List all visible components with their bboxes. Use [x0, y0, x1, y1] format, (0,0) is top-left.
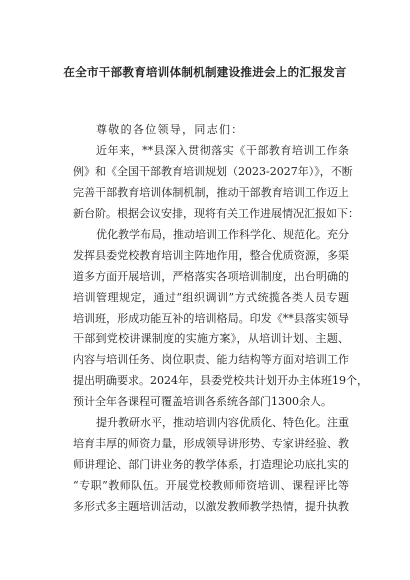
paragraph-line: 完善干部教育培训体制机制，推动干部教育培训工作迈上: [73, 185, 349, 199]
paragraph-teaching-layout: [73, 225, 368, 413]
paragraph-line: 多形式多主题培训活动，以激发教师教学热情，提升执教: [73, 499, 349, 513]
paragraph-teaching-research: [73, 413, 349, 517]
paragraph-line: 培育丰厚的师资力量，形成领导讲形势、专家讲经验、教: [73, 436, 349, 450]
paragraph-intro: [73, 141, 359, 225]
paragraph-line: 近年来，**县深入贯彻落实《干部教育培训工作条: [96, 144, 349, 157]
paragraph-line: 培训管理规定，通过“组织调训”方式统揽各类人员专题: [73, 290, 349, 304]
paragraph-line: 干部到党校讲课制度的实施方案》，从培训计划、主题、: [73, 332, 349, 346]
paragraph-line: 例》和《全国干部教育培训规划（2023-2027年）》，不断: [73, 164, 353, 178]
paragraph-line: 预计全年各课程可覆盖培训各系统各部门1300余人。: [73, 395, 332, 409]
paragraph-line: 培训班，形成功能互补的培训格局。印发《**县落实领导: [73, 311, 349, 325]
document-title: 在全市干部教育培训体制机制建设推进会上的汇报发言: [63, 65, 347, 79]
paragraph-line: “专职”教师队伍。开展党校教师师资培训、课程评比等: [73, 478, 349, 492]
paragraph-line: 优化教学布局，推动培训工作科学化、规范化。充分: [96, 228, 349, 241]
paragraph-line: 道多方面开展培训，严格落实各项培训制度，出台明确的: [73, 269, 349, 283]
paragraph-line: 提出明确要求。2024年，县委党校共计划开办主体班19个，: [73, 374, 368, 388]
paragraph-line: 师讲理论、部门讲业务的教学体系，打造理论功底扎实的: [73, 457, 349, 471]
paragraph-line: 内容与培训任务、岗位职责、能力结构等方面对培训工作: [73, 353, 349, 367]
paragraph-line: 提升教研水平，推动培训内容优质化、特色化。注重: [96, 416, 349, 429]
greeting: 尊敬的各位领导，同志们：: [96, 123, 244, 136]
paragraph-line: 新台阶。根据会议安排，现将有关工作进展情况汇报如下：: [73, 206, 359, 220]
paragraph-line: 发挥县委党校教育培训主阵地作用，整合优质资源，多渠: [73, 248, 349, 262]
